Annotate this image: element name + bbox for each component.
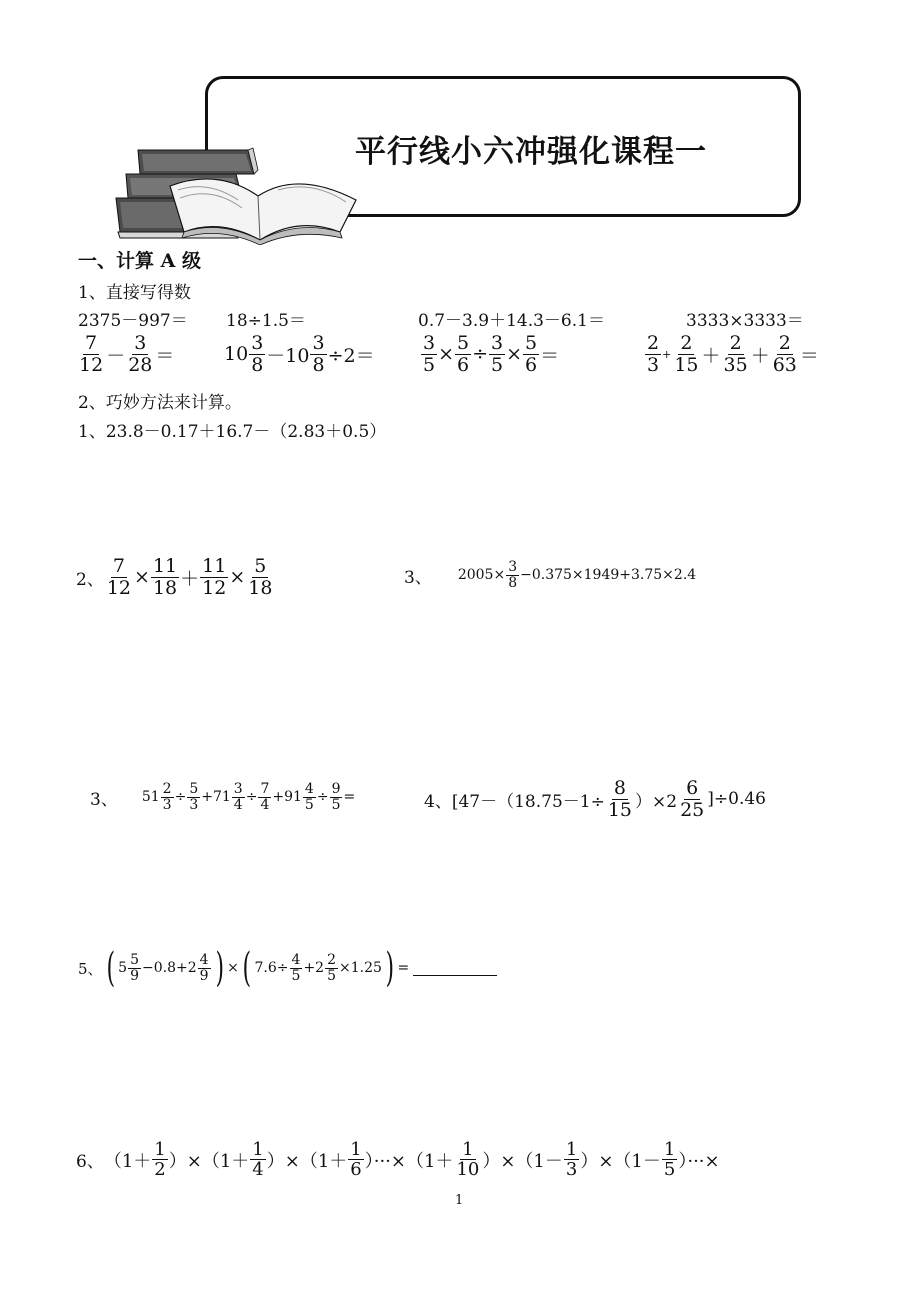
problem-6-number: 6、 [76, 1152, 104, 1173]
problem-5: 5、 ( 5 5 9 −0.8+2 4 9 ) × ( 7.6÷ 4 5 +2 2 5 ×1.25 ) = [78, 948, 497, 988]
problem-3a: 3、 2005× 3 8 −0.375×1949+3.75×2.4 [404, 559, 697, 591]
part1-label: 1、直接写得数 [78, 283, 191, 303]
answer-blank [413, 961, 497, 976]
problem-5-number: 5、 [78, 959, 103, 978]
oral-item-7: 3 5 × 5 6 ÷ 3 5 × 5 6 ＝ [423, 332, 560, 376]
problem-2: 2、 7 12 × 11 18 ＋ 11 12 × 5 18 [76, 555, 273, 599]
problem-1: 1、23.8－0.17＋16.7－（2.83＋0.5） [78, 422, 387, 442]
problem-3a-number: 3、 [404, 567, 432, 588]
section-heading: 一、计算 A 级 [78, 250, 201, 272]
oral-item-1: 2375－997＝ [78, 311, 188, 331]
part2-label: 2、巧妙方法来计算。 [78, 393, 242, 413]
problem-6: 6、 （1＋ 1 2 ）×（1＋ 1 4 ）×（1＋ 1 6 ）···×（1＋ 1 10 ）×（1－ 1 3 ）×（1－ 1 5 ）···× [76, 1139, 720, 1181]
books-illustration [108, 140, 363, 245]
problem-4: 4、 [47－（18.75－1÷ 8 15 ）×2 6 25 ]÷0.46 [424, 777, 766, 821]
page-number: 1 [455, 1193, 464, 1208]
problem-4-number: 4、 [424, 791, 452, 812]
page-title: 平行线小六冲强化课程一 [355, 134, 707, 170]
problem-2-number: 2、 [76, 569, 104, 590]
oral-item-8: 2 3 + $\frac{2}{15}$ ＋ 2 35 ＋ 2 63 ＝ [647, 332, 819, 376]
oral-item-6: 10 3 8 －10 3 8 ÷2＝ [224, 332, 375, 376]
oral-item-4: 3333×3333＝ [686, 311, 804, 331]
problem-3b: 3、 51 2 3 ÷ 5 3 +71 3 4 ÷ 7 4 +91 4 5 ÷ 9 5 = [90, 781, 356, 813]
oral-item-3: 0.7－3.9＋14.3－6.1＝ [418, 311, 605, 331]
problem-3b-number: 3、 [90, 789, 118, 810]
oral-item-5: 7 12 － 3 28 ＝ [79, 332, 175, 376]
oral-item-2: 18÷1.5＝ [226, 311, 306, 331]
